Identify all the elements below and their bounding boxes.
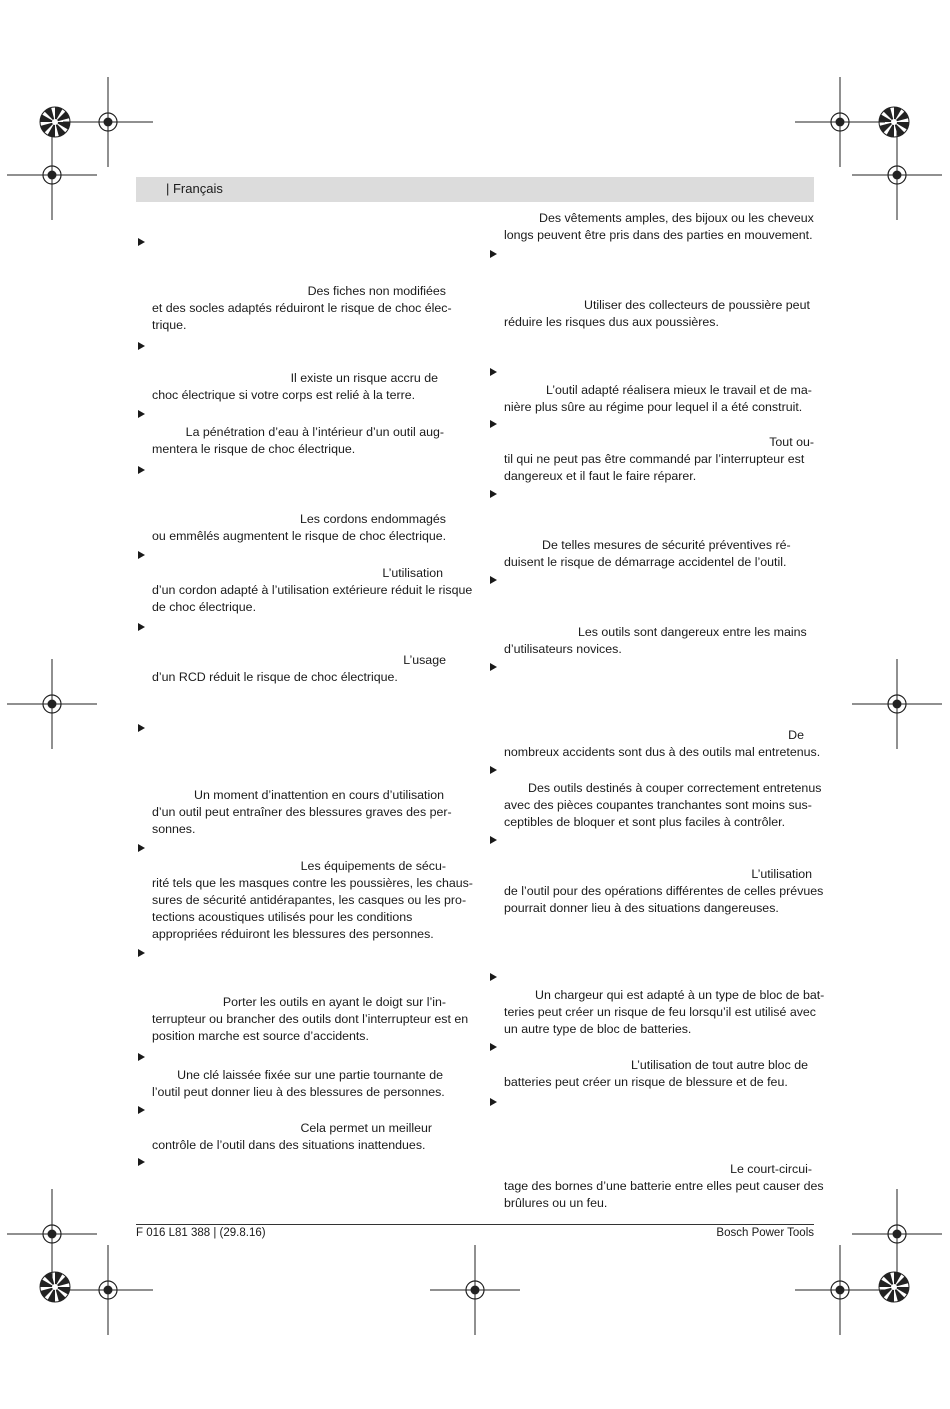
text-line: tections acoustiques utilisés pour les conditions — [152, 910, 413, 924]
text-line: L’usage — [403, 653, 446, 667]
text-line: Tout ou- — [769, 435, 814, 449]
text-line: L’utilisation — [751, 867, 812, 881]
text-line: dangereux et il faut le faire réparer. — [504, 469, 697, 483]
bullet-arrow-icon — [138, 724, 145, 732]
text-line: nière plus sûre au régime pour lequel il a été construit. — [504, 400, 803, 414]
text-line: d’un cordon adapté à l’utilisation extérieure réduit le risque — [152, 583, 473, 597]
text-line: Le court-circui- — [730, 1162, 812, 1176]
text-line: duisent le risque de démarrage accidentel de l’outil. — [504, 555, 787, 569]
text-line: L’utilisation — [382, 566, 443, 580]
bullet-arrow-icon — [138, 551, 145, 559]
bullet-arrow-icon — [490, 420, 497, 428]
bullet-arrow-icon — [138, 1158, 145, 1166]
text-line: longs peuvent être pris dans des parties en mouvement. — [504, 228, 813, 242]
text-line: L’outil adapté réalisera mieux le travail et de ma- — [546, 383, 812, 397]
text-line: et des socles adaptés réduiront le risque de choc élec- — [152, 301, 452, 315]
bullet-arrow-icon — [138, 238, 145, 246]
text-line: réduire les risques dus aux poussières. — [504, 315, 719, 329]
footer-doc-number: F 016 L81 388 | (29.8.16) — [136, 1227, 266, 1239]
text-line: De telles mesures de sécurité préventives ré- — [542, 538, 791, 552]
text-line: brûlures ou un feu. — [504, 1196, 608, 1210]
bullet-arrow-icon — [490, 1043, 497, 1051]
footer-rule — [136, 1224, 814, 1225]
text-line: ceptibles de bloquer et sont plus faciles à contrôler. — [504, 815, 786, 829]
bullet-arrow-icon — [490, 1098, 497, 1106]
bullet-arrow-icon — [490, 836, 497, 844]
text-line: batteries peut créer un risque de blessure et de feu. — [504, 1075, 788, 1089]
text-line: Les cordons endommagés — [299, 512, 446, 526]
text-line: trique. — [152, 318, 187, 332]
text-line: Cela permet un meilleur — [300, 1121, 432, 1135]
bullet-arrow-icon — [490, 663, 497, 671]
bullet-arrow-icon — [490, 368, 497, 376]
text-line: til qui ne peut pas être commandé par l’interrupteur est — [504, 452, 805, 466]
text-line: rité tels que les masques contre les poussières, les chaus- — [152, 876, 473, 890]
text-line: Utiliser des collecteurs de poussière peut — [584, 298, 810, 312]
text-line: d’utilisateurs novices. — [504, 642, 622, 656]
footer-brand: Bosch Power Tools — [716, 1227, 814, 1239]
section-title: | Français — [166, 181, 223, 196]
text-line: choc électrique si votre corps est relié à la terre. — [152, 388, 416, 402]
bullet-arrow-icon — [490, 766, 497, 774]
text-line: Porter les outils en ayant le doigt sur l’in- — [222, 995, 446, 1009]
bullet-arrow-icon — [490, 576, 497, 584]
text-line: appropriées réduiront les blessures des personnes. — [152, 927, 434, 941]
text-line: De — [788, 728, 804, 742]
text-line: Un moment d’inattention en cours d’utilisation — [194, 788, 445, 802]
text-line: mentera le risque de choc électrique. — [152, 442, 356, 456]
text-line: avec des pièces coupantes tranchantes sont moins sus- — [504, 798, 812, 812]
bullet-arrow-icon — [138, 342, 145, 350]
bullet-arrow-icon — [138, 1106, 145, 1114]
text-line: contrôle de l’outil dans des situations inattendues. — [152, 1138, 426, 1152]
bullet-arrow-icon — [138, 466, 145, 474]
text-line: Il existe un risque accru de — [290, 371, 438, 385]
text-line: La pénétration d’eau à l’intérieur d’un outil aug- — [185, 425, 444, 439]
text-line: Une clé laissée fixée sur une partie tournante de — [177, 1068, 443, 1082]
text-line: d’un outil peut entraîner des blessures graves des per- — [152, 805, 452, 819]
bullet-arrow-icon — [138, 844, 145, 852]
text-line: position marche est source d’accidents. — [152, 1029, 369, 1043]
text-line: L’utilisation de tout autre bloc de — [630, 1058, 808, 1072]
text-line: Les outils sont dangereux entre les mains — [578, 625, 807, 639]
text-line: de l’outil pour des opérations différentes de celles prévues — [504, 884, 824, 898]
text-line: d’un RCD réduit le risque de choc électrique. — [152, 670, 398, 684]
bullet-arrow-icon — [490, 250, 497, 258]
text-line: Des vêtements amples, des bijoux ou les cheveux — [539, 211, 814, 225]
bullet-arrow-icon — [138, 949, 145, 957]
text-line: Les équipements de sécu- — [300, 859, 446, 873]
bullet-arrow-icon — [490, 490, 497, 498]
text-line: Des fiches non modifiées — [307, 284, 446, 298]
bullet-arrow-icon — [138, 623, 145, 631]
text-line: tage des bornes d’une batterie entre elles peut causer des — [504, 1179, 824, 1193]
bullet-arrow-icon — [138, 1053, 145, 1061]
text-line: nombreux accidents sont dus à des outils mal entretenus. — [504, 745, 821, 759]
text-line: de choc électrique. — [152, 600, 257, 614]
text-line: sures de sécurité antidérapantes, les casques ou les pro- — [152, 893, 467, 907]
bullet-arrow-icon — [138, 410, 145, 418]
text-line: Des outils destinés à couper correctement entretenus — [528, 781, 822, 795]
text-line: l’outil peut donner lieu à des blessures de personnes. — [152, 1085, 445, 1099]
header-band — [136, 177, 814, 202]
text-line: sonnes. — [152, 822, 196, 836]
bullet-arrow-icon — [490, 973, 497, 981]
text-line: ou emmêlés augmentent le risque de choc électrique. — [152, 529, 447, 543]
text-line: pourrait donner lieu à des situations dangereuses. — [504, 901, 779, 915]
text-line: un autre type de bloc de batteries. — [504, 1022, 692, 1036]
text-line: Un chargeur qui est adapté à un type de bloc de bat- — [535, 988, 825, 1002]
text-line: teries peut créer un risque de feu lorsqu’il est utilisé avec — [504, 1005, 816, 1019]
text-line: terrupteur ou brancher des outils dont l’interrupteur est en — [152, 1012, 469, 1026]
